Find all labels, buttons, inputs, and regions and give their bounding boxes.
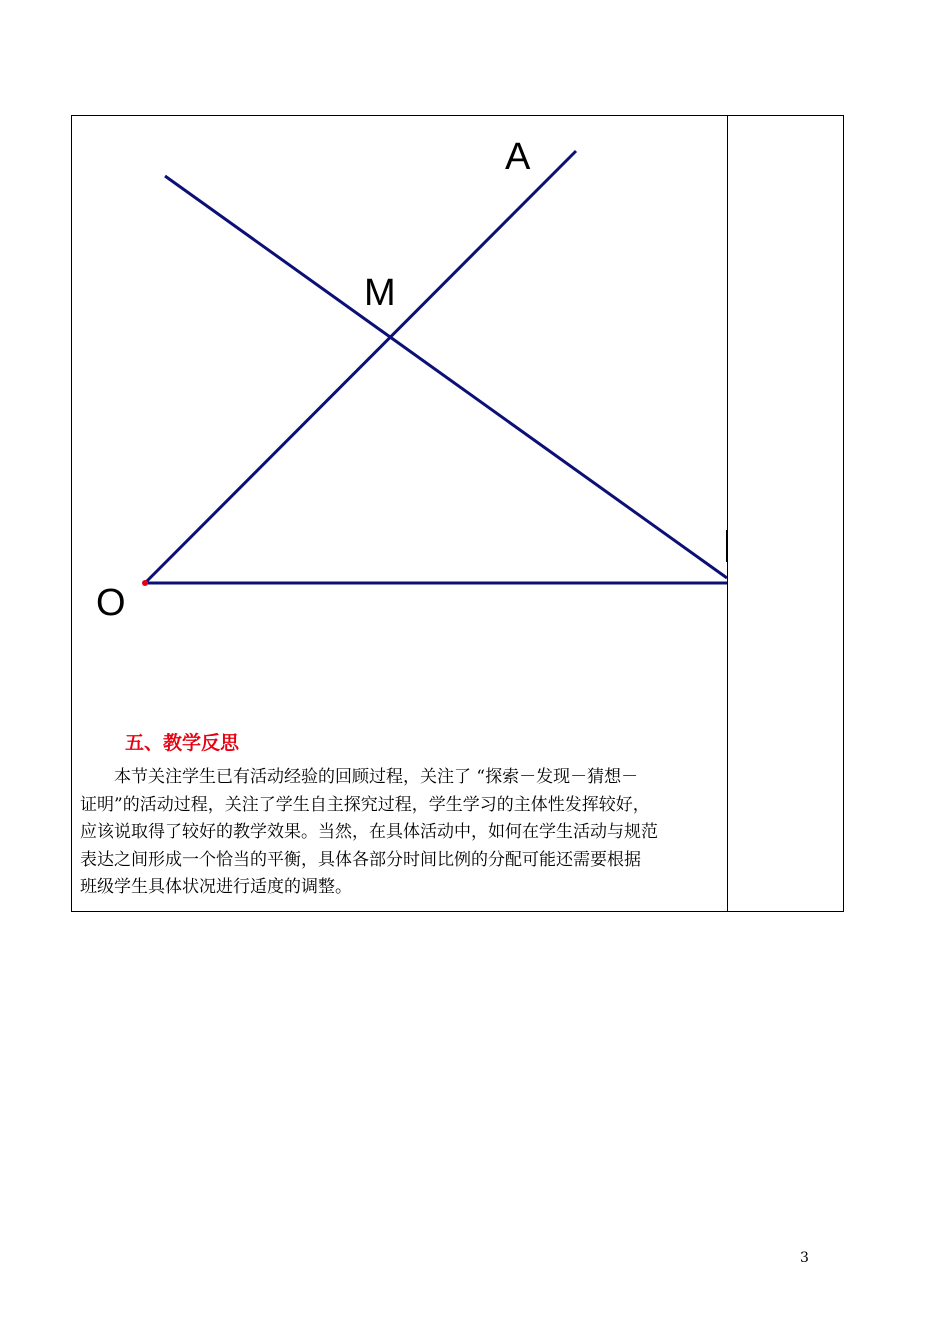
point-o (142, 580, 148, 586)
paragraph-line: 本节关注学生已有活动经验的回顾过程，关注了 “探索－发现－猜想－ (80, 767, 639, 787)
label-m: M (364, 272, 396, 314)
paragraph-line: 班级学生具体状况进行适度的调整。 (80, 877, 352, 897)
label-a: A (505, 136, 531, 178)
label-o: O (96, 582, 126, 624)
section-title: 五、教学反思 (125, 732, 240, 754)
paragraph-line: 证明”的活动过程，关注了学生自主探究过程，学生学习的主体性发挥较好， (80, 794, 650, 815)
paragraph-line: 表达之间形成一个恰当的平衡，具体各部分时间比例的分配可能还需要根据 (80, 849, 641, 870)
reflection-paragraph (80, 764, 720, 902)
line-through-m (165, 176, 727, 578)
ray-oa (145, 151, 576, 583)
page-number: 3 (800, 1250, 809, 1266)
paragraph-line: 应该说取得了较好的教学效果。当然，在具体活动中，如何在学生活动与规范 (80, 822, 658, 842)
